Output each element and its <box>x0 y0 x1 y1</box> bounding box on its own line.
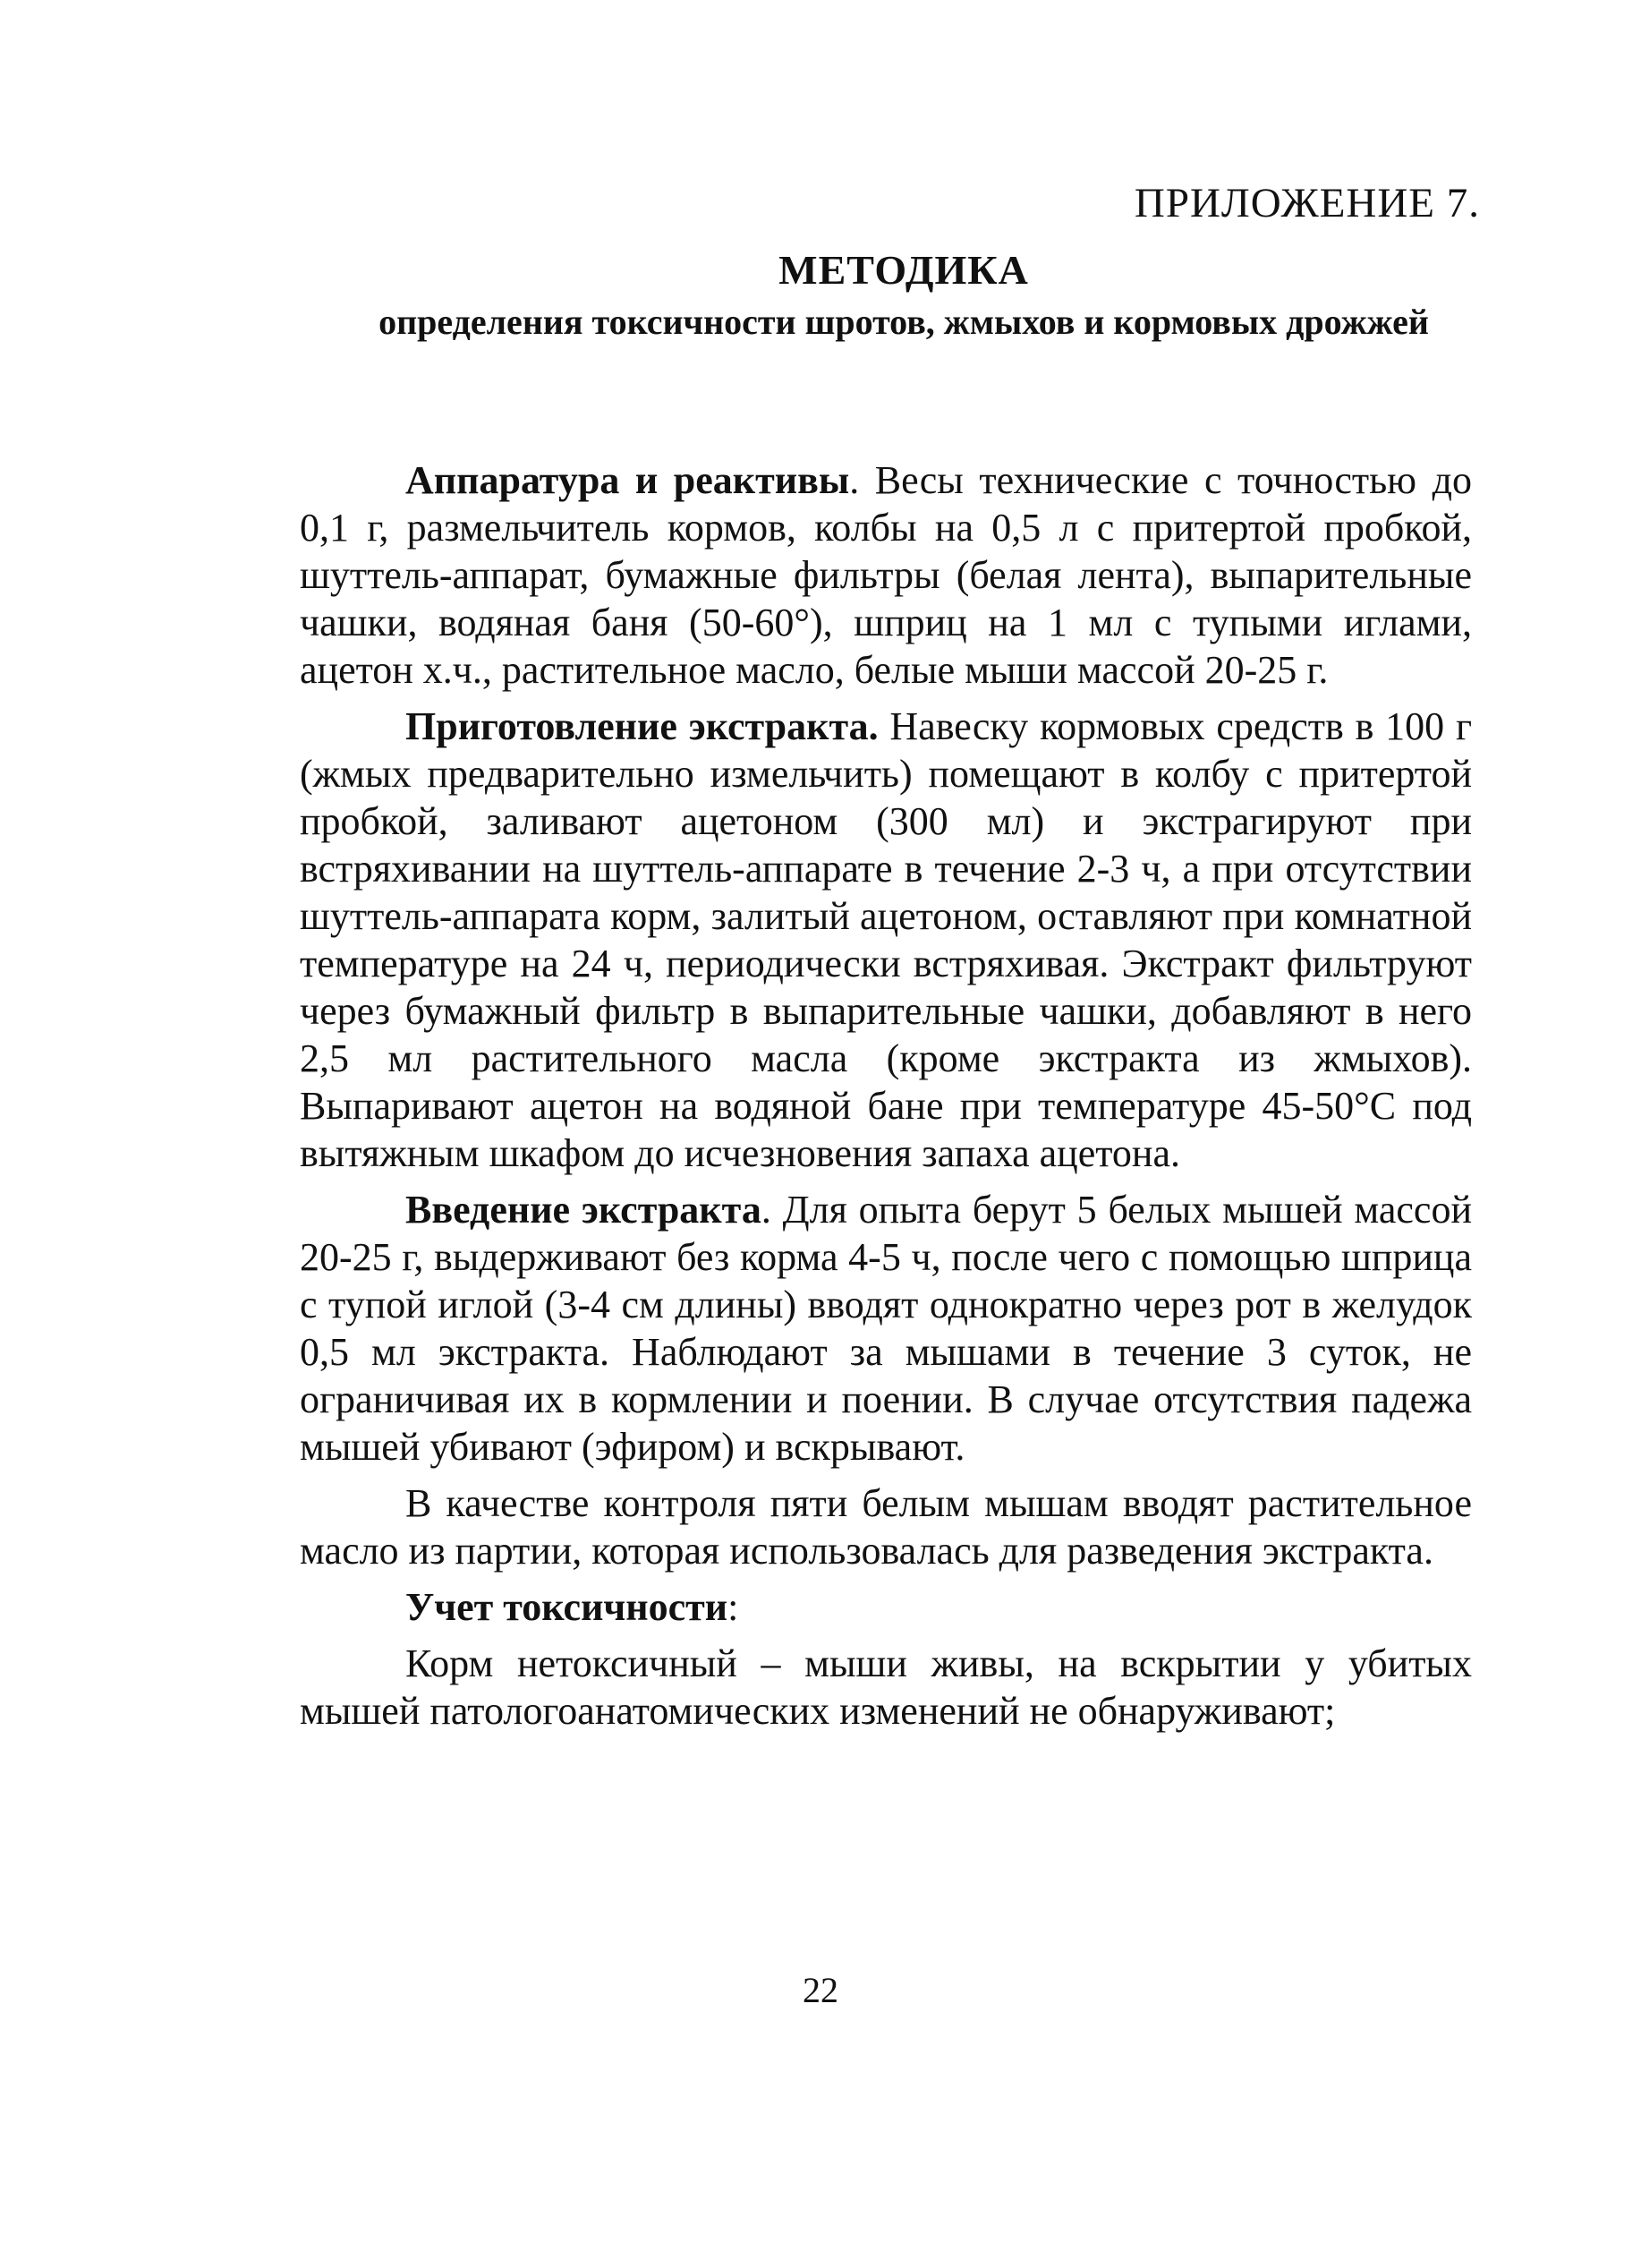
paragraph-extract-introduction <box>300 1186 1472 1471</box>
heading-punctuation: . <box>761 1188 771 1232</box>
paragraph-toxicity-heading <box>300 1583 1472 1631</box>
paragraph-heading: Учет токсичности <box>405 1585 728 1629</box>
paragraph-text: Весы технические с точностью до 0,1 г, размельчитель кормов, колбы на 0,5 л с притертой пробкой, шуттель-аппарат, бумажные фильтры (белая лента), выпарительные чашки, водяная баня (50-60°), шприц на 1 мл с тупыми иглами, ацетон х.ч., растительное масло, белые мыши массой 20-25 г. <box>300 458 1472 692</box>
heading-punctuation: : <box>727 1585 739 1629</box>
paragraph-heading: Аппаратура и реактивы <box>405 458 850 502</box>
paragraph-control <box>300 1479 1472 1574</box>
paragraph-text: Корм нетоксичный – мыши живы, на вскрытии у убитых мышей патологоанатомических изменений не обнаруживают; <box>300 1641 1472 1733</box>
document-title: МЕТОДИКА <box>778 247 1029 293</box>
paragraph-text: Для опыта берут 5 белых мышей массой 20-25 г, выдерживают без корма 4-5 ч, после чего с помощью шприца с тупой иглой (3-4 см длины) вводят однократно через рот в желудок 0,5 мл экстракта. Наблюдают за мышами в течение 3 суток, не ограничивая их в кормлении и поении. В случае отсутствия падежа мышей убивают (эфиром) и вскрывают. <box>300 1188 1472 1469</box>
body-text <box>300 456 1472 1735</box>
paragraph-apparatus <box>300 456 1472 694</box>
heading-punctuation: . <box>849 458 860 502</box>
paragraph-heading: Введение экстракта <box>405 1188 761 1232</box>
paragraph-text: В качестве контроля пяти белым мышам вводят растительное масло из партии, которая использовалась для разведения экстракта. <box>300 1481 1472 1573</box>
paragraph-non-toxic <box>300 1640 1472 1735</box>
document-subtitle: определения токсичности шротов, жмыхов и кормовых дрожжей <box>378 302 1429 342</box>
paragraph-extract-preparation <box>300 703 1472 1177</box>
title-block <box>295 243 1512 347</box>
appendix-label: ПРИЛОЖЕНИЕ 7. <box>1134 180 1480 226</box>
page-number: 22 <box>803 1970 838 2010</box>
paragraph-text: Навеску кормовых средств в 100 г (жмых предварительно измельчить) помещают в колбу с притертой пробкой, заливают ацетоном (300 мл) и экстрагируют при встряхивании на шуттель-аппарате в течение 2-3 ч, а при отсутствии шуттель-аппарата корм, залитый ацетоном, оставляют при комнатной температуре на 24 ч, периодически встряхивая. Экстракт фильтруют через бумажный фильтр в выпарительные чашки, добавляют в него 2,5 мл растительного масла (кроме экстракта из жмыхов). Выпаривают ацетон на водяной бане при температуре 45-50°С под вытяжным шкафом до исчезновения запаха ацетона. <box>300 704 1473 1175</box>
paragraph-heading: Приготовление экстракта. <box>405 704 879 748</box>
